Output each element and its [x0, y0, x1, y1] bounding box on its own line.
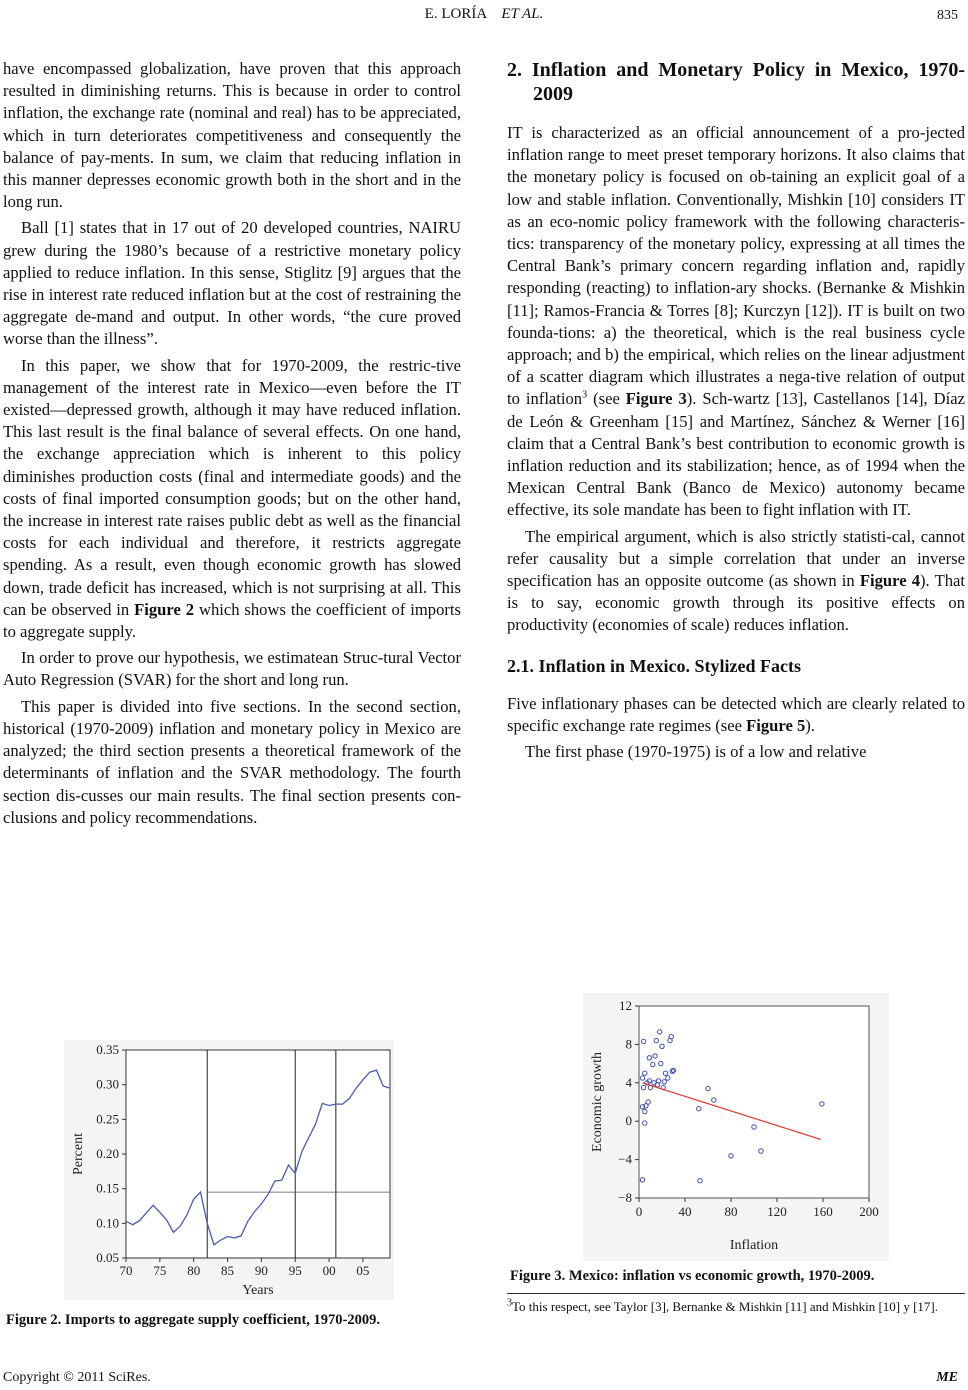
x-tick-label: 120 — [767, 1204, 787, 1219]
left-column — [3, 58, 461, 833]
paragraph: In order to prove our hypothesis, we estimatean Struc-tural Vector Auto Regression (SVAR) for the short and long run. — [3, 648, 461, 690]
paragraph: IT is characterized as an official announcement of a pro-jected inflation range to meet preset temporary horizons. It also claims that the monetary policy is focused on ob-taining an explicit goal of a low and stable inflation. Conventionally, Mishkin [10] considers IT as an eco-nomic policy framework with the following characteris-tics: transparency of the monetary policy, expressing at all times the Central Bank’s primary concern regarding inflation and, rapidly responding (reacting) to inflation-ary shocks. (Bernanke & Mishkin [11]; Ramos-Francia & Torres [8]; Kurczyn [12]). IT is built on two founda-tions: a) the theoretical, which is the real business cycle approach; and b) the empirical, which relies on the linear adjustment of a scatter diagram which illustrates a nega-tive relation of output to inflation$^3$ (see Figure 3). Sch-wartz [13], Castellanos [14], Díaz de León & Greenham [15] and Martínez, Sánchez & Werner [16] claim that a Central Bank’s best contribution to economic growth is inflation reduction and its stabilization; hence, as of 1994 when the Mexican Central Bank (Banco de Mexico) autonomy became effective, its sole mandate has been to fight inflation with IT. — [507, 123, 966, 520]
x-tick-label: 40 — [678, 1204, 692, 1219]
y-tick-label: 0 — [625, 1113, 632, 1129]
y-tick-label: 0.20 — [96, 1146, 119, 1161]
y-tick-label: 0.35 — [96, 1042, 119, 1057]
x-tick-label: 95 — [288, 1263, 302, 1278]
x-tick-label: 80 — [187, 1263, 201, 1278]
x-tick-label: 00 — [322, 1263, 336, 1278]
x-axis-label: Years — [242, 1283, 274, 1298]
plot-area — [639, 1006, 869, 1198]
footnote-marker: 3 — [507, 1297, 512, 1309]
running-header — [0, 6, 968, 28]
page-footer — [0, 1370, 968, 1388]
paragraph: The first phase (1970-1975) is of a low and relative — [525, 742, 867, 762]
figure-2-line-chart — [64, 1040, 394, 1300]
running-title-etal: ET AL. — [501, 6, 544, 22]
y-tick-label: 8 — [625, 1036, 632, 1052]
y-tick-label: 0.10 — [96, 1215, 119, 1231]
figure-reference: Figure 2 — [134, 599, 195, 619]
right-column — [507, 58, 965, 767]
plot-area — [126, 1050, 390, 1258]
x-tick-label: 90 — [254, 1263, 268, 1278]
y-tick-label: −4 — [618, 1151, 632, 1167]
page-number: 835 — [937, 8, 958, 23]
x-tick-label: 75 — [153, 1263, 167, 1278]
x-tick-label: 0 — [635, 1204, 643, 1219]
y-tick-label: 4 — [625, 1074, 632, 1090]
x-tick-label: 200 — [859, 1204, 879, 1219]
figure-3-caption: Figure 3. Mexico: inflation vs economic growth, 1970-2009. — [510, 1268, 875, 1284]
subsection-title: 2.1. Inflation in Mexico. Stylized Facts — [507, 655, 801, 676]
journal-abbreviation: ME — [936, 1370, 958, 1385]
running-title-author: E. LORÍA — [424, 6, 487, 22]
footnote-text: To this respect, see Taylor [3], Bernanke & Mishkin [11] and Mishkin [10] y [17]. — [512, 1299, 939, 1314]
x-tick-label: 80 — [724, 1204, 738, 1219]
y-axis-label: Economic growth — [590, 1052, 605, 1152]
section-title: 2. Inflation and Monetary Policy in Mexico, 1970-2009 — [507, 59, 965, 105]
paragraph: In this paper, we show that for 1970-2009, the restric-tive management of the interest rate in Mexico—even before the IT existed—depressed growth, although it may have reduced inflation. This last result is the final balance of several effects. On one hand, the exchange appreciation which is inherent to this policy diminishes production costs (final and intermediate goods) and the costs of final imported consumption goods; but on the other hand, the increase in interest rate raises public debt as well as the financial costs for each individual and therefore, it restricts aggregate spending. As a result, even though economic growth has slowed down, trade deficit has increased, which is not surprising at all. This can be observed in Figure 2 which shows the coefficient of imports to aggregate supply. — [3, 355, 461, 642]
figure-reference: Figure 5 — [746, 716, 806, 736]
paragraph: have encompassed globalization, have proven that this approach resulted in diminishing returns. This is because in order to control inflation, the exchange rate (nominal and real) has to be appreciated, which in turn deteriorates competitiveness and consequently the balance of pay-ments. In sum, we claim that reducing inflation in this manner depresses economic growth both in the short and in the long run. — [3, 59, 461, 212]
paragraph: Ball [1] states that in 17 out of 20 developed countries, NAIRU grew during the 1980’s because of a restrictive monetary policy applied to reduce inflation. In this sense, Stiglitz [9] argues that the rise in interest rate reduced inflation but at the cost of restraining the aggregate de-mand and output. In other words, “the cure proved worse than the illness”. — [3, 218, 461, 349]
paragraph: The empirical argument, which is also strictly statisti-cal, cannot refer causality but a simple correlation that under an inverse specification has an opposite outcome (as shown in Figure 4). That is to say, economic growth through its positive effects on productivity (economies of scale) reduces inflation. — [507, 526, 965, 635]
figure-2-caption: Figure 2. Imports to aggregate supply coefficient, 1970-2009. — [6, 1312, 380, 1328]
x-tick-label: 85 — [221, 1263, 235, 1278]
y-axis-label: Percent — [71, 1133, 86, 1175]
figure-3-scatter-chart — [583, 993, 889, 1261]
running-title — [0, 6, 968, 23]
y-tick-label: 0.15 — [96, 1180, 119, 1196]
footnote — [507, 1293, 965, 1315]
figure-reference: Figure 4 — [859, 571, 921, 591]
x-tick-label: 05 — [356, 1263, 370, 1278]
footnote-marker: 3 — [582, 389, 588, 401]
paragraph: Five inflationary phases can be detected which are clearly related to specific exchange rate regimes (see Figure 5). — [507, 693, 965, 736]
y-tick-label: 0.30 — [96, 1076, 119, 1092]
x-tick-label: 160 — [813, 1204, 833, 1219]
y-tick-label: 12 — [619, 998, 632, 1013]
y-tick-label: −8 — [618, 1190, 632, 1205]
paragraph: This paper is divided into five sections. In the second section, historical (1970-2009) inflation and monetary policy in Mexico are analyzed; the third section presents a theoretical framework of the determinants of inflation and the SVAR methodology. The fourth section dis-cusses our main results. The final section presents con-clusions and policy recommendations. — [3, 696, 461, 827]
x-axis-label: Inflation — [729, 1238, 779, 1253]
figure-reference: Figure 3 — [625, 389, 687, 409]
y-tick-label: 0.25 — [96, 1111, 119, 1127]
x-tick-label: 70 — [119, 1263, 133, 1278]
copyright-notice: Copyright © 2011 SciRes. — [3, 1370, 151, 1385]
y-tick-label: 0.05 — [96, 1250, 119, 1265]
